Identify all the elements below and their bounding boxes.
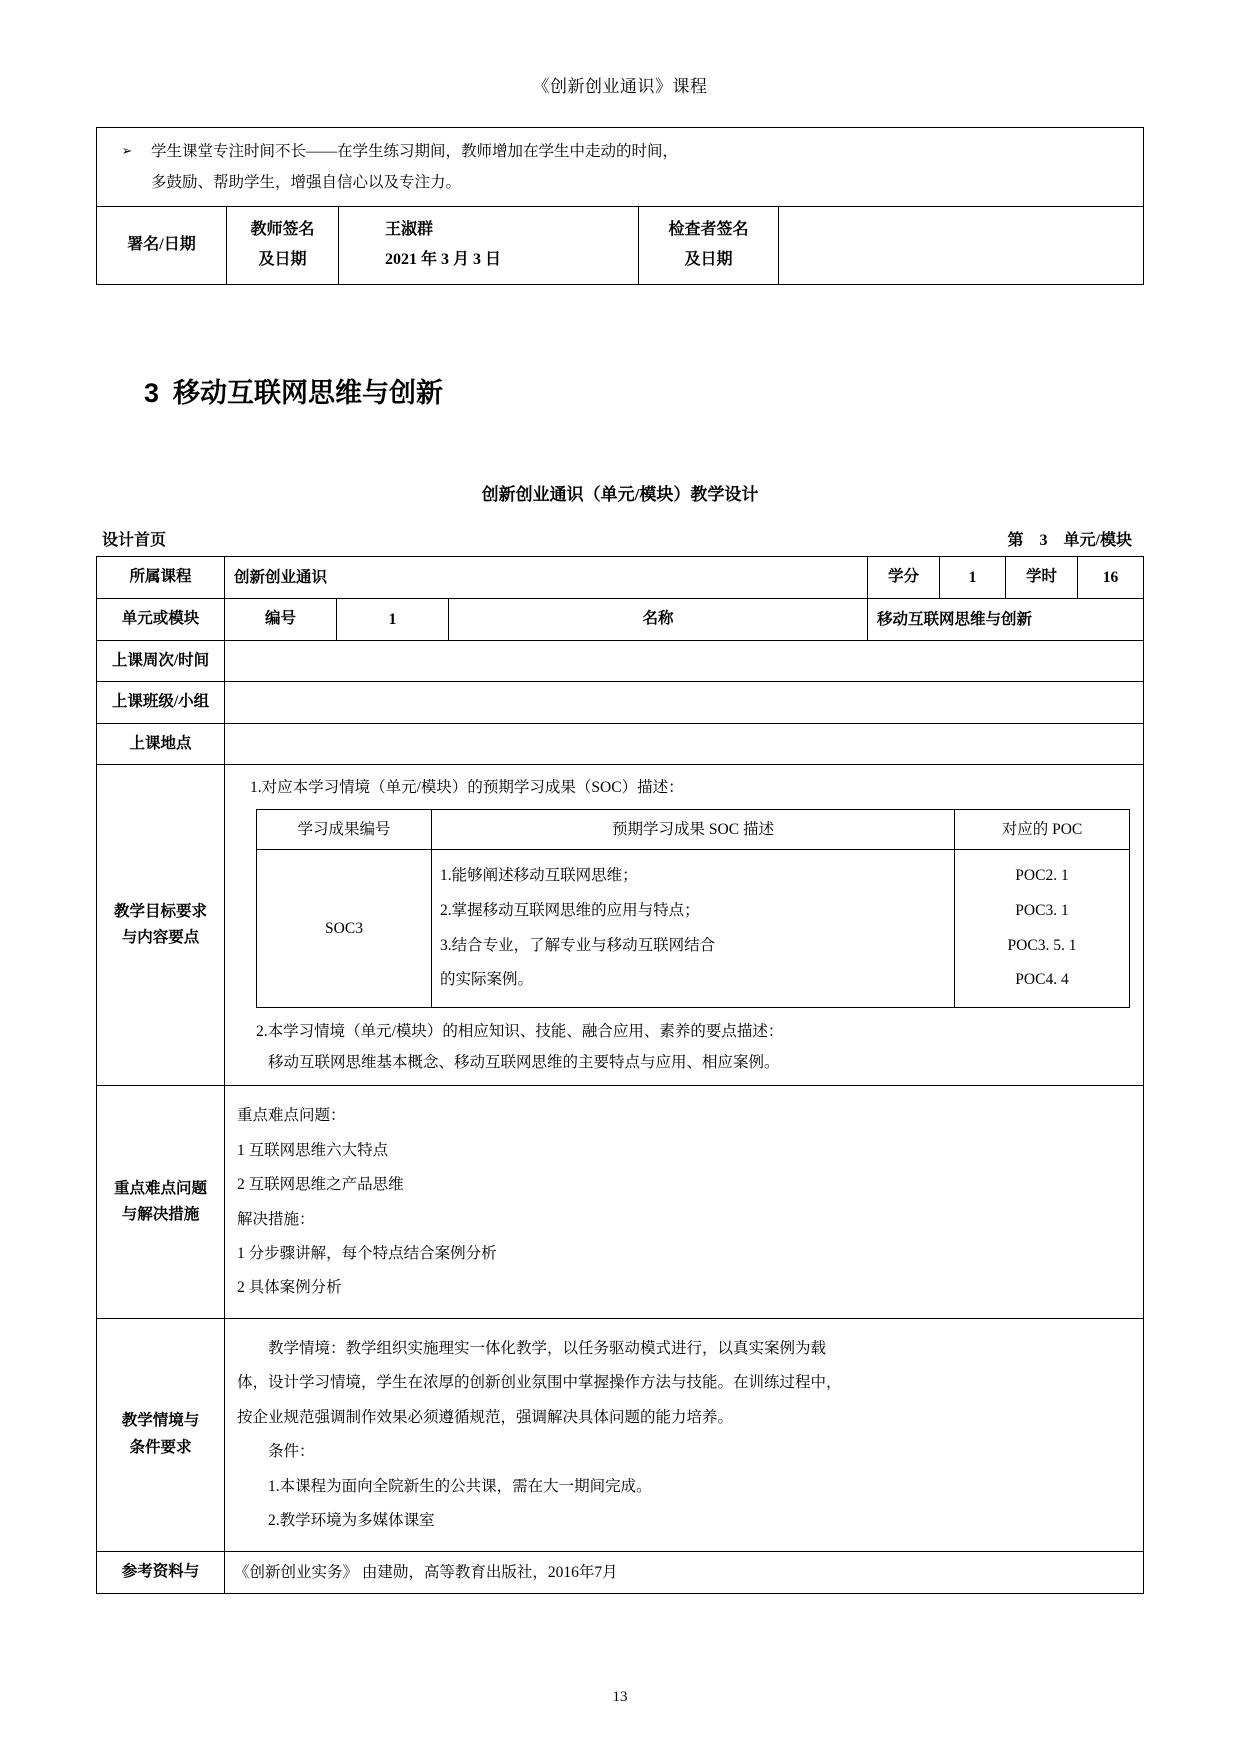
table-row-context	[97, 1318, 1144, 1551]
course-value: 创新创业通识	[225, 556, 868, 598]
teacher-name: 王淑群	[385, 221, 434, 238]
soc-table	[256, 809, 1130, 1008]
key-line-5: 1 分步骤讲解，每个特点结合案例分析	[237, 1245, 497, 1262]
context-line-5: 1.本课程为面向全院新生的公共课，需在大一期间完成。	[268, 1477, 652, 1495]
teaching-design-table	[96, 556, 1144, 1594]
goal-content	[225, 765, 1144, 1086]
name-label: 名称	[449, 598, 868, 640]
key-points-label	[97, 1086, 225, 1319]
soc-header-desc: 预期学习成果 SOC 描述	[432, 810, 955, 850]
subheader-left: 设计首页	[102, 531, 167, 549]
table-row	[257, 850, 1130, 1008]
soc-desc-4: 的实际案例。	[440, 971, 534, 989]
place-label: 上课地点	[97, 723, 225, 764]
table-row-place	[97, 723, 1144, 764]
place-value	[225, 723, 1144, 764]
teacher-signature-label	[227, 207, 339, 285]
key-line-3: 2 互联网思维之产品思维	[237, 1176, 404, 1194]
unit-suffix: 单元/模块	[1063, 531, 1132, 549]
week-label: 上课周次/时间	[97, 641, 225, 682]
unit-number: 3	[1039, 531, 1048, 549]
context-line-2: 体，设计学习情境，学生在浓厚的创新创业氛围中掌握操作方法与技能。在训练过程中，	[237, 1374, 842, 1392]
form-title: 创新创业通识（单元/模块）教学设计	[481, 484, 759, 504]
inspector-signature-label	[639, 207, 779, 285]
table-row	[97, 207, 1144, 285]
context-label-line2: 条件要求	[129, 1438, 192, 1456]
soc-desc-2: 2.掌握移动互联网思维的应用与特点；	[440, 901, 700, 919]
chapter-heading	[96, 371, 1144, 410]
key-points-label-line2: 与解决措施	[121, 1206, 200, 1224]
table-row	[97, 128, 1144, 207]
page-header-title: 《创新创业通识》课程	[532, 77, 708, 96]
table-row-goals	[97, 765, 1144, 1086]
note-line-1: 学生课堂专注时间不长——在学生练习期间，教师增加在学生中走动的时间，	[151, 143, 679, 160]
reference-value: 《创新创业实务》 由建勋，高等教育出版社，2016年7月	[225, 1551, 1144, 1593]
form-subheader	[96, 527, 1144, 550]
poc-4: POC4. 4	[1015, 971, 1069, 989]
poc-3: POC3. 5. 1	[1007, 936, 1077, 954]
soc-id-value: SOC3	[257, 850, 432, 1008]
teacher-signature-label-line1: 教师签名	[250, 221, 315, 238]
note-line-2: 多鼓励、帮助学生，增强自信心以及专注力。	[151, 174, 462, 191]
soc-description-list	[432, 850, 955, 1008]
subheader-right	[1002, 527, 1138, 550]
key-line-1: 重点难点问题：	[237, 1107, 346, 1125]
table-row-key-points	[97, 1086, 1144, 1319]
context-line-3: 按企业规范强调制作效果必须遵循规范，强调解决具体问题的能力培养。	[237, 1408, 734, 1426]
key-points-content	[225, 1086, 1144, 1319]
soc-desc-1: 1.能够阐述移动互联网思维；	[440, 867, 638, 885]
goal-note-3: 移动互联网思维基本概念、移动互联网思维的主要特点与应用、相应案例。	[268, 1054, 780, 1072]
goal-label	[97, 765, 225, 1086]
credit-label: 学分	[868, 556, 940, 598]
class-value	[225, 682, 1144, 723]
credit-value: 1	[940, 556, 1006, 598]
key-points-label-line1: 重点难点问题	[113, 1179, 207, 1197]
page-number: 13	[612, 1689, 628, 1705]
poc-1: POC2. 1	[1015, 867, 1069, 885]
inspector-signature-label-line1: 检查者签名	[668, 221, 749, 238]
course-label: 所属课程	[97, 556, 225, 598]
inspector-signature-value	[779, 207, 1144, 285]
goal-label-line2: 与内容要点	[121, 929, 200, 947]
key-line-4: 解决措施：	[237, 1210, 315, 1228]
unit-label: 单元或模块	[97, 598, 225, 640]
poc-list	[955, 850, 1130, 1008]
signature-table	[96, 127, 1144, 285]
table-row-course	[97, 556, 1144, 598]
teacher-date: 2021 年 3 月 3 日	[385, 251, 502, 269]
context-line-1: 教学情境：教学组织实施理实一体化教学，以任务驱动模式进行，以真实案例为载	[268, 1339, 827, 1357]
table-row-class	[97, 682, 1144, 723]
key-line-6: 2 具体案例分析	[237, 1279, 342, 1297]
context-line-6: 2.教学环境为多媒体课室	[268, 1512, 435, 1530]
number-value: 1	[337, 598, 449, 640]
soc-header-poc: 对应的 POC	[955, 810, 1130, 850]
chapter-title: 移动互联网思维与创新	[173, 377, 444, 408]
soc-desc-3: 3.结合专业，了解专业与移动互联网结合	[440, 936, 716, 954]
goal-label-line1: 教学目标要求	[113, 902, 207, 920]
soc-header-id: 学习成果编号	[257, 810, 432, 850]
teacher-signature-label-line2: 及日期	[258, 251, 307, 269]
goal-note-1: 1.对应本学习情境（单元/模块）的预期学习成果（SOC）描述：	[250, 779, 684, 797]
table-row-references	[97, 1551, 1144, 1593]
poc-2: POC3. 1	[1015, 901, 1069, 919]
arrow-bullet-icon: ➢	[121, 143, 133, 158]
context-label-line1: 教学情境与	[121, 1412, 200, 1430]
hours-value: 16	[1078, 556, 1144, 598]
week-value	[225, 641, 1144, 682]
table-row-week	[97, 641, 1144, 682]
teacher-signature-value	[339, 207, 639, 285]
class-label: 上课班级/小组	[97, 682, 225, 723]
table-row-unit	[97, 598, 1144, 640]
reference-label: 参考资料与	[97, 1551, 225, 1593]
key-line-2: 1 互联网思维六大特点	[237, 1141, 389, 1159]
name-value: 移动互联网思维与创新	[868, 598, 1144, 640]
chapter-number: 3	[144, 377, 160, 408]
context-label	[97, 1318, 225, 1551]
signature-date-label: 署名/日期	[97, 207, 227, 285]
note-cell	[97, 128, 1144, 207]
number-label: 编号	[225, 598, 337, 640]
table-row	[257, 810, 1130, 850]
context-content	[225, 1318, 1144, 1551]
inspector-signature-label-line2: 及日期	[684, 251, 733, 269]
hours-label: 学时	[1006, 556, 1078, 598]
context-line-4: 条件：	[268, 1443, 315, 1461]
goal-note-2: 2.本学习情境（单元/模块）的相应知识、技能、融合应用、素养的要点描述：	[256, 1023, 784, 1040]
unit-prefix: 第	[1007, 531, 1024, 549]
